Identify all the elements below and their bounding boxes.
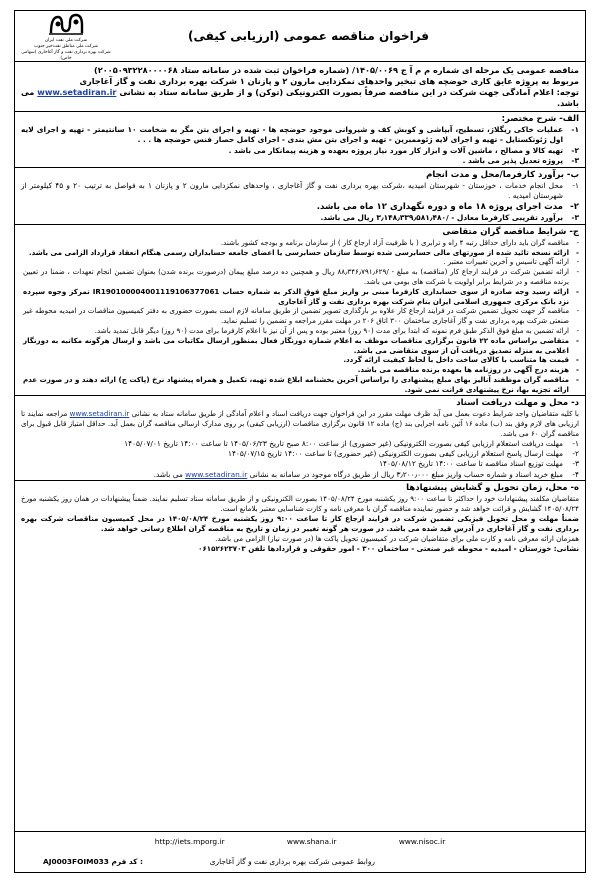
- item-text: مناقصه گران موظفند آنالیز بهای مبلغ پیشنهادی را براساس آخرین بخشنامه ابلاغ شده تهیه، تکمیل و همراه پیشنهاد نرخ (پاکت ج) ارائه دهند و در صورت عدم ارائه تجزیه بها، نرخ پیشنهادی فرانت نمی شود.: [23, 375, 569, 394]
- section-jim: [15, 224, 585, 395]
- form-code-value: AJ0003FOIM033: [43, 857, 109, 866]
- item-text: هزینه درج آگهی در روزنامه ها بعهده برنده مناقصه می باشد.: [357, 365, 569, 375]
- list-item: [15, 470, 585, 480]
- logo-line: شرکت ملی نفت ایران: [44, 37, 88, 43]
- nioc-logo-icon: [46, 11, 86, 37]
- list-item: - قیمت ها متناسب با کالای ساخت داخل با لحاظ کیفیت ارائه گردد.: [15, 355, 585, 365]
- list-item: [15, 201, 585, 213]
- header: [15, 11, 585, 62]
- paragraph: همزمان ارائه معرفی نامه و کارت ملی برای متقاضیان شرکت در کمیسیون تحویل پاکت ها (در صورت نیاز) الزامی می باشد.: [215, 534, 579, 544]
- item-number: ۱-: [572, 180, 579, 190]
- paragraph: ضمناً مهلت و محل تحویل فیزیکی تضمین شرکت در فرایند ارجاع کار تا ساعت ۹:۰۰ روز یکشنبه مورخ ۱۴۰۵/۰۸/۲۴ در محل کمیسیون مناقصات شرکت بهره برداری نفت و گاز آغاجاری در آدرس قید شده می باشد. در صورت هر گونه تغییر در زمان و تاریخ به مناقصه گران اطلاع رسانی خواهد شد.: [21, 514, 580, 534]
- paragraph-text: مراجعه نمایند تا ارزیابی های لازم وفق بند (ب) ماده ۱۶ آئین نامه اجرایی بند (ج) ماده ۱۲ قانون برگزاری مناقصات (ارزیابی کیفی) بر روی مدارک ارسالی مناقصه گران بعمل آید. حداقل امتیاز قابل قبول برای مناقصه گران ۶۰ می باشد.: [21, 408, 579, 438]
- list-item: - ارائه تضمین به مبلغ فوق الذکر طبق فرم نمونه که ابتدا برای مدت (۹۰ روز) معتبر بوده و پس از آن نیز با اعلام کارفرما برای مدت (۹۰ روز) دیگر قابل تمدید باشد.: [15, 326, 585, 336]
- list-item: - مناقصه گران باید دارای حداقل رتبه ۴ راه و ترابری ( با ظرفیت آزاد ارجاع کار ) از سازمان برنامه و بودجه کشور باشند.: [15, 238, 585, 248]
- section-heading: ج- شرایط مناقصه گران متقاضی: [442, 226, 579, 237]
- item-number: ۲-: [571, 145, 579, 155]
- item-text: ارائه آگهی تاسیس و آخرین تغییرات معتبر .: [443, 257, 569, 267]
- item-text: محل انجام خدمات ، خوزستان - شهرستان امیدیه ،شرکت بهره برداری نفت و گاز آغاجاری ، واحدهای نمکزدایی مارون ۲ و پازنان ۱ به فواصل به ترتیب ۲۰ و ۴۵ کیلومتر از شهرستان امیدیه .: [21, 180, 563, 201]
- item-number: ۲-: [572, 449, 579, 458]
- intro: [15, 62, 585, 111]
- setad-link[interactable]: www.setadiran.ir: [37, 87, 117, 97]
- notice-note-text: توجه: اعلام آمادگی جهت شرکت در این مناقصه صرفاً بصورت الکترونیکی (توکن) و از طریق سامانه ستاد به نشانی: [119, 87, 580, 97]
- section-alef: [15, 111, 585, 167]
- item-text: ارائه تضمین شرکت در فرایند ارجاع کار (مناقصه) به مبلغ - /۸۸٫۳۴۶٫۷۹۱٫۶۲۹ ریال و همچنین ده درصد مبلغ پیمان (درصورت برنده شدن) بعنوان تضمین انجام تعهدات ، ضمنا در تعیین برنده مناقصه و در شرایط برابر اولویت با شرکت های بومی می باشد.: [23, 267, 569, 287]
- shana-link[interactable]: www.shana.ir: [286, 837, 337, 846]
- item-text: مهلت دریافت استعلام ارزیابی کیفی بصورت الکترونیکی (غیر حضوری) از ساعت ۸:۰۰ صبح تاریخ ۱۴۰۵/۰۶/۲۳ تا ساعت ۱۴:۰۰ تاریخ ۱۴۰۵/۰۷/۰۱: [124, 438, 563, 448]
- item-text: ارائه رسید وجه صادره از سوی حسابداری کارفرما مبنی بر واریز مبلغ فوق الذکر به شماره حساب IR190100004001119106377061 تمرکز وجوه سپرده نزد بانک مرکزی جمهوری اسلامی ایران بنام شرکت بهره برداری نفت و گاز آغاجاری: [23, 286, 569, 306]
- section-be: [15, 167, 585, 224]
- item-number: ۳-: [571, 156, 579, 166]
- section-heading: د- محل و مهلت دریافت اسناد: [456, 397, 579, 408]
- list-item: [15, 459, 585, 469]
- item-text: ارائه تضمین به مبلغ فوق الذکر طبق فرم نمونه که ابتدا برای مدت (۹۰ روز) معتبر بوده و پس از آن نیز با اعلام کارفرما برای مدت (۹۰ روز) دیگر قابل تمدید باشد.: [94, 326, 569, 336]
- item-text: متقاضی براساس ماده ۲۲ قانون برگزاری مناقصات موظف به اعلام شماره دورنگار فعال بمنظور ارسال مکاتبات می باشد و ارسال هرگونه مکاتبه به دورنگار اعلامی به منزله تصدیق دریافت آن از سوی متقاضی می باشد.: [23, 335, 569, 355]
- list-item: - هزینه درج آگهی در روزنامه ها بعهده برنده مناقصه می باشد.: [15, 365, 585, 375]
- section-heading: ب- برآورد کارفرما/محل و مدت انجام: [426, 169, 579, 180]
- item-text: ارائه نسخه تائید شده از صورتهای مالی حسابرسی شده توسط سازمان حسابرسی یا اعضای جامعه حسابداران رسمی هنگام انعقاد قرارداد الزامی می باشد.: [28, 247, 569, 257]
- item-text: مهلت ارسال پاسخ استعلام ارزیابی کیفی بصورت الکترونیکی (غیر حضوری) تا ساعت ۱۴:۰۰ تاریخ ۱۴۰۵/۰۷/۱۵: [227, 449, 563, 458]
- iets-link[interactable]: http://iets.mporg.ir: [154, 837, 225, 846]
- publisher: روابط عمومی شرکت بهره برداری نفت و گاز آغاجاری: [209, 857, 375, 866]
- address: نشانی: خوزستان - امیدیه - محوطه غیر صنعتی - ساختمان ۳۰۰ - امور حقوقی و قراردادها تلفن ۰۶۱۵۲۶۲۳۷۰۳: [198, 544, 579, 554]
- paragraph: متقاضیان مکلفند پیشنهادات خود را حداکثر تا ساعت ۹:۰۰ روز یکشنبه مورخ ۱۴۰۵/۰۸/۲۴ بصورت الکترونیکی و از طریق سامانه ستاد تسلیم نمایند. ضمناً پیشنهادات در همان روز یکشنبه مورخ ۱۴۰۵/۰۸/۲۴ گشایش و قرائت خواهد شد و حضور نماینده مناقصه گران با معرفی نامه و کارت شناسایی معتبر بلامانع است.: [21, 494, 579, 514]
- notice-note: [21, 87, 579, 109]
- item-number: ۳-: [572, 459, 579, 469]
- item-text: عملیات خاکی ریگلاژ، تسطیح، آبپاشی و کوبش کف و شیروانی موجود حوضچه ها - تهیه و اجرای بتن مگر به ضخامت ۱۰ سانتیمتر - تهیه و اجرای لایه اول ژئوتکستایل - تهیه و اجرای لایه ژئوممبرین - تهیه و اجرای بتن مش بندی - اجرای کامل حصار فنس حوضچه ها . . .: [21, 125, 563, 145]
- page-title: فراخوان مناقصه عمومی (ارزیابی کیفی): [187, 29, 429, 43]
- item-text: پروژه تعدیل پذیر می باشد .: [462, 156, 563, 166]
- item-number: ۲-: [570, 202, 579, 213]
- item-number: ۳-: [571, 213, 579, 223]
- item-text: مناقصه گر جهت تحویل تضمین شرکت در فرایند ارجاع کار علاوه بر بارگذاری تصویر تضمین از طریق سامانه لازم است بصورت حضوری به دفتر کمیسیون مناقصات در امیدیه محوطه غیر صنعتی شرکت بهره برداری نفت و گاز آغاجاری ساختمان ۳۰۰ اتاق ۲۰۶ در مهلت مقرر مراجعه و تضمین را تسلیم نماید.: [23, 306, 569, 326]
- notice-note-end: می باشد.: [21, 87, 579, 108]
- tender-number: مناقصه عمومی یک مرحله ای شماره م م آ ج ۱۴۰۵/۰۰۶۹/ (شماره فراخوان ثبت شده در سامانه ستاد ۲۰۰۵۰۹۳۲۲۸۰۰۰۰۶۸): [93, 65, 579, 75]
- item-text: تهیه کالا و مصالح ، ماشین آلات و ابزار کار مورد نیاز پروژه بعهده و هزینه پیمانکار می باشد .: [228, 145, 563, 155]
- item-text: مهلت توزیع اسناد مناقصه تا ساعت ۱۴:۰۰ تاریخ ۱۴۰۵/۰۸/۱۲: [379, 459, 563, 469]
- item-text: برآورد تقریبی کارفرما معادل - /۳٫۱۴۸٫۳۳۹٫۵۸۱٫۴۸۰ ریال می باشد.: [320, 213, 563, 223]
- form-code-label: کد فرم :: [111, 857, 144, 866]
- list-item: [15, 181, 585, 202]
- form-code: [43, 857, 143, 866]
- paragraph: [15, 409, 585, 439]
- logo-line: شرکت ملی مناطق نفت‌خیز جنوب: [34, 43, 98, 49]
- item-text: قیمت ها متناسب با کالای ساخت داخل با لحاظ کیفیت ارائه گردد.: [343, 355, 569, 365]
- logo-line: شرکت بهره برداری نفت و گاز آغاجاری (سهامی خاص): [21, 49, 111, 61]
- project-title: [21, 76, 579, 87]
- list-item: - مناقصه گران موظفند آنالیز بهای مبلغ پیشنهادی را براساس آخرین بخشنامه ابلاغ شده تهیه، تکمیل و همراه پیشنهاد نرخ (پاکت ج) ارائه دهند و در صورت عدم ارائه تجزیه بها، نرخ پیشنهادی فرانت نمی شود.: [23, 375, 579, 394]
- list-item: [15, 213, 585, 223]
- section-heading: ه- محل، زمان تحویل و گشایش پیشنهادها: [406, 483, 579, 494]
- item-number: ۱-: [572, 438, 579, 448]
- list-item: - ارائه آگهی تاسیس و آخرین تغییرات معتبر .: [15, 257, 585, 267]
- list-item: [15, 146, 585, 156]
- item-text: مدت اجرای پروژه ۱۸ ماه و دوره نگهداری ۱۲ ماه می باشد.: [316, 202, 563, 213]
- list-item: [15, 439, 585, 449]
- list-item: [15, 449, 585, 459]
- paragraph-text: با کلیه متقاضیان واجد شرایط دعوت بعمل می آید ظرف مهلت مقرر در این فراخوان جهت دریافت اسناد و اعلام آمادگی از طریق سامانه ستاد به نشانی: [131, 408, 579, 418]
- nisoc-link[interactable]: www.nisoc.ir: [398, 837, 446, 846]
- project-title-text: مربوط به پروژه عایق کاری حوضچه های تبخیر واحدهای نمکزدایی مارون ۲ و پازنان ۱ شرکت بهره برداری نفت و گاز آغاجاری: [79, 76, 579, 86]
- company-logo: [21, 11, 111, 62]
- section-dal: [15, 395, 585, 481]
- list-item: [15, 125, 585, 146]
- footer: [15, 831, 585, 872]
- list-item: [15, 156, 585, 166]
- list-item: - متقاضی براساس ماده ۲۲ قانون برگزاری مناقصات موظف به اعلام شماره دورنگار فعال بمنظور ارسال مکاتبات می باشد و ارسال هرگونه مکاتبه به دورنگار اعلامی به منزله تصدیق دریافت آن از سوی متقاضی می باشد.: [23, 335, 579, 355]
- item-number: ۱-: [571, 125, 579, 134]
- footer-links: [15, 837, 585, 846]
- tender-notice: [14, 10, 586, 873]
- setad-link[interactable]: www.setadiran.ir: [69, 408, 130, 418]
- list-item: - ارائه رسید وجه صادره از سوی حسابداری کارفرما مبنی بر واریز مبلغ فوق الذکر به شماره حساب IR190100004001119106377061 تمرکز وجوه سپرده نزد بانک مرکزی جمهوری اسلامی ایران بنام شرکت بهره برداری نفت و گاز آغاجاری: [23, 286, 579, 306]
- list-item: - ارائه تضمین شرکت در فرایند ارجاع کار (مناقصه) به مبلغ - /۸۸٫۳۴۶٫۷۹۱٫۶۲۹ ریال و همچنین ده درصد مبلغ پیمان (درصورت برنده شدن) بعنوان تضمین انجام تعهدات ، ضمنا در تعیین برنده مناقصه و در شرایط برابر اولویت با شرکت های بومی می باشد.: [23, 267, 579, 287]
- setad-link[interactable]: www.setadiran.ir: [185, 469, 248, 479]
- list-item: - ارائه نسخه تائید شده از صورتهای مالی حسابرسی شده توسط سازمان حسابرسی یا اعضای جامعه حسابداران رسمی هنگام انعقاد قرارداد الزامی می باشد.: [15, 248, 585, 258]
- item-text: مبلغ خرید اسناد و شماره حساب واریز مبلغ ۳٫۲۰۰٫۰۰۰ ریال از طریق درگاه موجود در سامانه به نشانی: [249, 469, 563, 479]
- item-text: مناقصه گران باید دارای حداقل رتبه ۴ راه و ترابری ( با ظرفیت آزاد ارجاع کار ) از سازمان برنامه و بودجه کشور باشند.: [220, 237, 569, 247]
- section-he: [15, 480, 585, 554]
- list-item: - مناقصه گر جهت تحویل تضمین شرکت در فرایند ارجاع کار علاوه بر بارگذاری تصویر تضمین از طریق سامانه لازم است بصورت حضوری به دفتر کمیسیون مناقصات در امیدیه محوطه غیر صنعتی شرکت بهره برداری نفت و گاز آغاجاری ساختمان ۳۰۰ اتاق ۲۰۶ در مهلت مقرر مراجعه و تضمین را تسلیم نماید.: [23, 306, 579, 326]
- item-number: ۴-: [572, 469, 579, 479]
- section-heading: الف- شرح مختصر:: [501, 114, 579, 124]
- item-text-end: می باشد.: [153, 469, 183, 479]
